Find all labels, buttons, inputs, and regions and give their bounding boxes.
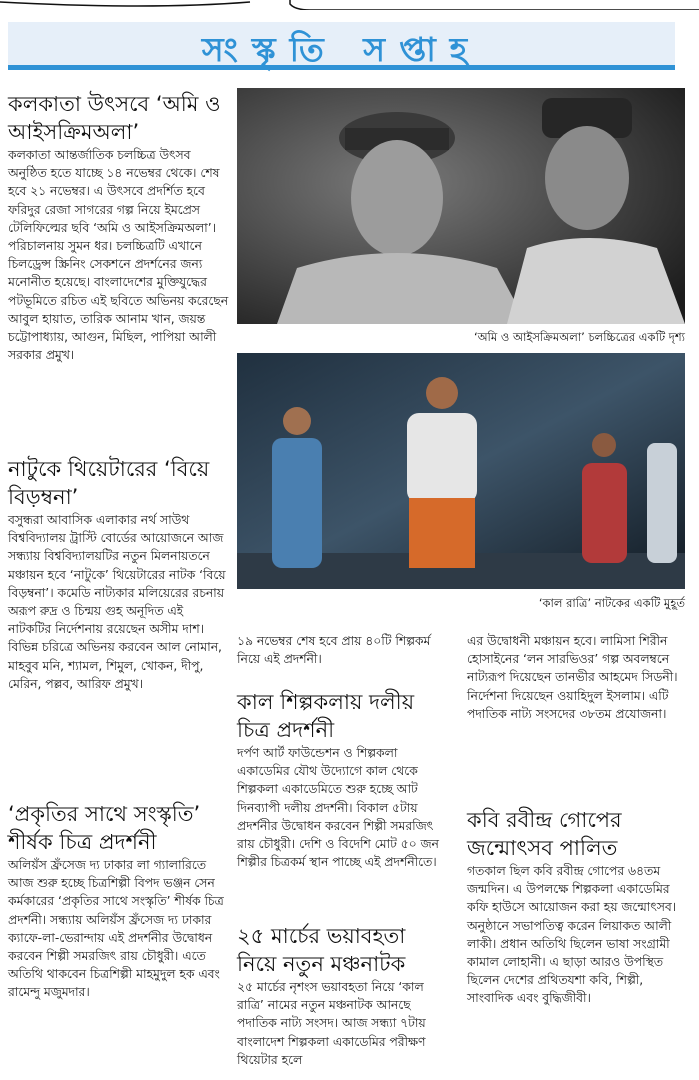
section-title: সংস্কৃতি সপ্তাহ [201,30,482,69]
top-frame [0,0,699,10]
section-banner [8,22,675,70]
article-body: কলকাতা আন্তর্জাতিক চলচ্চিত্র উৎসব অনুষ্ঠিত হতে যাচ্ছে ১৪ নভেম্বর থেকে। শেষ হবে ২১ নভেম্বর। এ উৎসবে প্রদর্শিত হবে ফরিদুর রেজা সাগরের গল্প নিয়ে ইমপ্রেস টেলিফিল্মের ছবি ‘অমি ও আইসক্রিমঅলা’। পরিচালনায় সুমন ধর। চলচ্চিত্রটি এখানে চিলড্রেন্স স্ক্রিনিং সেকশনে প্রদর্শনের জন্য মনোনীত হয়েছে। বাংলাদেশের মুক্তিযুদ্ধের পটভূমিতে রচিত এই ছবিতে অভিনয় করেছেন আবুল হায়াত, তারিক আনাম খান, জয়ন্ত চট্টোপাধ্যায়, আগুন, মিছিল, পাপিয়া আলী সরকার প্রমুখ। [8,148,229,363]
article-headline: নাটুকে থিয়েটারের ‘বিয়ে বিড়ম্বনা’ [8,457,210,509]
stage-play-photo [237,353,685,589]
article-body: ১৯ নভেম্বর শেষ হবে প্রায় ৪০টি শিল্পকর্ম নিয়ে এই প্রদর্শনী। [237,634,431,667]
article-group-exhibition [237,688,447,871]
article-headline: কলকাতা উৎসবে ‘অমি ও আইসক্রিমঅলা’ [8,92,221,144]
article-new-play-continuation [467,632,685,723]
article-headline: কাল শিল্পকলায় দলীয় চিত্র প্রদর্শনী [237,690,415,742]
article-art-exhibition [8,800,230,1002]
film-still-photo [237,88,685,324]
article-headline: ২৫ মার্চের ভয়াবহতা নিয়ে নতুন মঞ্চনাটক [237,924,406,976]
article-new-play [237,922,447,1069]
article-body: অলিয়ঁস ফ্রঁসেজ দ্য ঢাকার লা গ্যালারিতে আজ শুরু হচ্ছে চিত্রশিল্পী বিপদ ভঞ্জন সেন কর্মকারের ‘প্রকৃতির সাথে সংস্কৃতি’ শীর্ষক চিত্র প্রদর্শনী। সন্ধ্যায় অলিয়ঁস ফ্রঁসেজ দ্য ঢাকার ক্যাফে-লা-ভেরান্দায় এই প্রদর্শনীর উদ্বোধন করবেন শিল্পী সমরজিৎ রায় চৌধুরী। এতে অতিথি থাকবেন চিত্রশিল্পী মাহমুদুল হক এবং রামেন্দু মজুমদার। [8,858,224,1000]
photo-caption: ‘অমি ও আইসক্রিমঅলা’ চলচ্চিত্রের একটি দৃশ্য [473,330,685,344]
photo-caption: ‘কাল রাত্রি’ নাটকের একটি মুহূর্ত [538,596,685,610]
article-poet-birthday [467,806,685,1008]
article-body: গতকাল ছিল কবি রবীন্দ্র গোপের ৬৪তম জন্মদিন। এ উপলক্ষে শিল্পকলা একাডেমির কফি হাউসে আয়োজন করা হয় জন্মোৎসব। অনুষ্ঠানে সভাপতিত্ব করেন লিয়াকত আলী লাকী। প্রধান অতিথি ছিলেন ভাষা সংগ্রামী কামাল লোহানী। এ ছাড়া আরও উপস্থিত ছিলেন দেশের প্রথিতযশা কবি, শিল্পী, সাংবাদিক এবং বুদ্ধিজীবী। [467,864,677,1006]
article-body: দর্পণ আর্ট ফাউন্ডেশন ও শিল্পকলা একাডেমির যৌথ উদ্যোগে কাল থেকে শিল্পকলা একাডেমিতে শুরু হচ্ছে আট দিনব্যাপী দলীয় প্রদর্শনী। বিকাল ৫টায় প্রদর্শনীর উদ্বোধন করবেন শিল্পী সমরজিৎ রায় চৌধুরী। দেশি ও বিদেশি মোট ৫০ জন শিল্পীর চিত্রকর্ম স্থান পাচ্ছে এই প্রদর্শনীতে। [237,746,439,870]
article-continuation [237,632,447,668]
article-body: বসুন্ধরা আবাসিক এলাকার নর্থ সাউথ বিশ্ববিদ্যালয় ট্রাস্টি বোর্ডের আয়োজনে আজ সন্ধ্যায় বিশ্ববিদ্যালয়টির নতুন মিলনায়তনে মঞ্চায়ন হবে ‘নাটুকে’ থিয়েটারের নাটক ‘বিয়ে বিড়ম্বনা’। কমেডি নাট্যকার মলিয়েরের রচনায় অরূপ রুদ্র ও চিন্ময় গুহ অনূদিত এই নাটকটির নির্দেশনায় রয়েছেন অসীম দাশ। বিভিন্ন চরিত্রে অভিনয় করবেন আল নোমান, মাহবুব মনি, শ্যামল, শিমুল, খোকন, দীপু, মেরিন, পল্লব, আরিফ প্রমুখ। [8,513,226,691]
article-headline: কবি রবীন্দ্র গোপের জন্মোৎসব পালিত [467,808,622,860]
article-theatre-play [8,455,230,693]
article-film-festival [8,90,230,364]
article-body: ২৫ মার্চের নৃশংস ভয়াবহতা নিয়ে ‘কাল রাত্রি’ নামের নতুন মঞ্চনাটক আনছে পদাতিক নাট্য সংসদ। আজ সন্ধ্যা ৭টায় বাংলাদেশ শিল্পকলা একাডেমির পরীক্ষণ থিয়েটার হলে [237,980,426,1067]
article-body: এর উদ্বোধনী মঞ্চায়ন হবে। লামিসা শিরীন হোসাইনের ‘লন সারভিওর’ গল্প অবলম্বনে নাট্যরূপ দিয়েছেন তানভীর আহমেদ সিডনী। নির্দেশনা দিয়েছেন ওয়াহিদুল ইসলাম। এটি পদাতিক নাট্য সংসদের ৩৮তম প্রযোজনা। [467,634,678,721]
article-headline: ‘প্রকৃতির সাথে সংস্কৃতি’ শীর্ষক চিত্র প্রদর্শনী [8,802,201,854]
